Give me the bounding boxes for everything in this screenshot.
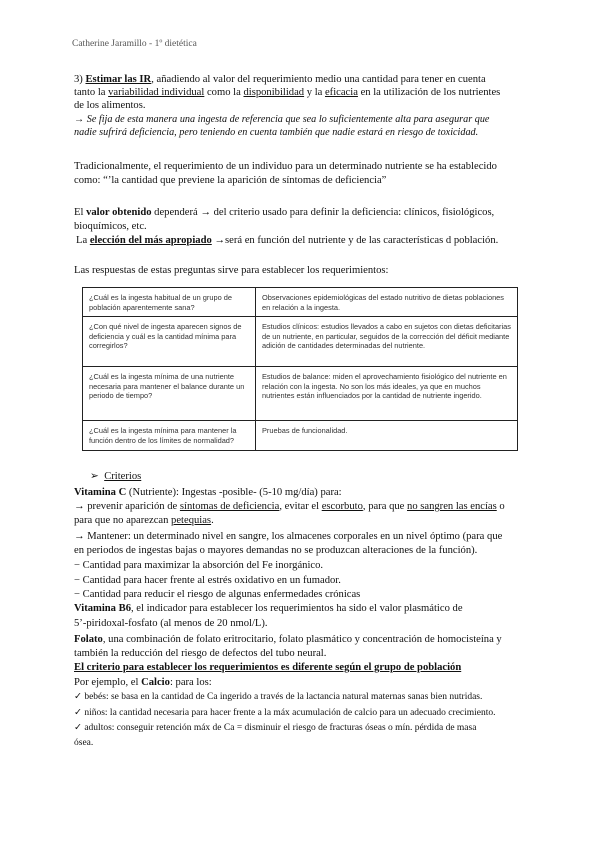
vitc-line-4: → Mantener: un determinado nivel en sangre, los almacenes corporales en un nivel óptimo (para que xyxy=(74,531,503,542)
bullet-adultos: ✓ adultos: conseguir retención máx de Ca = disminuir el riesgo de fracturas óseas o mín. pérdida de masa xyxy=(74,723,477,733)
disponibilidad-underlined: disponibilidad xyxy=(243,87,305,98)
arrow-bullet-icon: ➢ xyxy=(90,471,99,482)
criterios-label: Criterios xyxy=(104,471,142,482)
calcio-line: Por ejemplo, el Calcio: para los: xyxy=(74,677,212,688)
question-cell: ¿Cuál es la ingesta habitual de un grupo de población aparentemente sana? xyxy=(83,288,256,317)
table-row xyxy=(83,317,518,367)
eficacia-underlined: eficacia xyxy=(324,87,358,98)
vitamina-c-bold: Vitamina C xyxy=(74,487,127,498)
eleccion-line: La elección del más apropiado →será en función del nutriente y de las características d población. xyxy=(76,235,499,246)
table-row xyxy=(83,288,518,317)
page-header: Catherine Jaramillo - 1º dietética xyxy=(72,39,197,49)
folato-line-2: también la reducción del riesgo de defectos del tubo neural. xyxy=(74,648,327,659)
folato-bold: Folato xyxy=(74,634,103,645)
vitb6-line-1: Vitamina B6, el indicador para establecer los requerimientos ha sido el valor plasmático de xyxy=(74,603,463,614)
vitc-line-6: − Cantidad para maximizar la absorción del Fe inorgánico. xyxy=(74,560,324,571)
ir-italic-1: → Se fija de esta manera una ingesta de referencia que sea lo suficientemente alta para asegurar que xyxy=(74,114,490,125)
trad-line-1: Tradicionalmente, el requerimiento de un individuo para un determinado nutriente se ha establecido xyxy=(74,161,497,172)
ir-line-3: de los alimentos. xyxy=(74,100,146,111)
ir-title: Estimar las IR xyxy=(85,74,152,85)
requirements-table xyxy=(82,287,518,451)
bullet-ninos: ✓ niños: la cantidad necesaria para hacer frente a la máx acumulación de calcio para un adecuado crecimiento. xyxy=(74,708,496,718)
ir-line-1-text: , añadiendo al valor del requerimiento medio una cantidad para tener en cuenta xyxy=(151,74,486,85)
vitc-line-5: en periodos de ingestas bajas o mayores demandas no se produzcan alteraciones de la función). xyxy=(74,545,478,556)
vitc-line-2: → prevenir aparición de síntomas de deficiencia, evitar el escorbuto, para que no sangren las encías o xyxy=(74,501,505,512)
ir-line-1 xyxy=(74,73,486,86)
table-row xyxy=(83,367,518,421)
bullet-adultos-cont: ósea. xyxy=(74,738,94,748)
question-cell: ¿Con qué nivel de ingesta aparecen signos de deficiencia y cuál es la cantidad mínima para corregirlos? xyxy=(83,317,256,367)
criterio-poblacion: El criterio para establecer los requerimientos es diferente según el grupo de población xyxy=(74,662,462,673)
bullet-bebes: ✓ bebés: se basa en la cantidad de Ca ingerido a través de la lactancia natural maternas sanas bien nutridas. xyxy=(74,692,483,702)
method-cell: Observaciones epidemiológicas del estado nutritivo de dietas poblaciones en relación a la ingesta. xyxy=(256,288,518,317)
vitc-line-8: − Cantidad para reducir el riesgo de algunas enfermedades crónicas xyxy=(74,589,361,600)
vitc-line-7: − Cantidad para hacer frente al estrés oxidativo en un fumador. xyxy=(74,575,341,586)
ir-italic-2: nadie sufrirá deficiencia, pero teniendo en cuenta también que nadie estará en riesgo de toxicidad. xyxy=(74,127,479,138)
respuestas-line: Las respuestas de estas preguntas sirve para establecer los requerimientos: xyxy=(74,265,389,276)
method-cell: Estudios de balance: miden el aprovechamiento fisiológico del nutriente en relación con la ingesta. No son los más ideales, ya que en muchos nutrientes están influenciados por la cantidad de nutriente ingerido. xyxy=(256,367,518,421)
eleccion-bold: elección del más apropiado xyxy=(89,235,212,246)
question-cell: ¿Cuál es la ingesta mínima de una nutriente necesaria para mantener el balance durante un periodo de tiempo? xyxy=(83,367,256,421)
table-row xyxy=(83,421,518,451)
question-cell: ¿Cuál es la ingesta mínima para mantener la función dentro de los límites de normalidad? xyxy=(83,421,256,451)
criterios-heading xyxy=(90,470,141,482)
valor-line-1: El valor obtenido dependerá → del criterio usado para definir la deficiencia: clínicos, fisiológicos, xyxy=(74,207,495,218)
folato-line-1: Folato, una combinación de folato eritrocitario, folato plasmático y concentración de homocisteína y xyxy=(74,634,502,645)
method-cell: Pruebas de funcionalidad. xyxy=(256,421,518,451)
vitc-line-3: para que no aparezcan petequias. xyxy=(74,515,214,526)
vitc-line-1: Vitamina C (Nutriente): Ingestas -posible- (5-10 mg/día) para: xyxy=(74,487,342,498)
valor-obtenido-bold: valor obtenido xyxy=(86,207,152,218)
vitb6-line-2: 5’-piridoxal-fosfato (al menos de 20 nmol/L). xyxy=(74,618,268,629)
ir-number: 3) xyxy=(74,74,83,85)
trad-line-2: como: “’la cantidad que previene la aparición de síntomas de deficiencia” xyxy=(74,175,387,186)
valor-line-2: bioquímicos, etc. xyxy=(74,221,147,232)
vitamina-b6-bold: Vitamina B6 xyxy=(74,603,131,614)
calcio-bold: Calcio xyxy=(141,677,170,688)
ir-line-2: tanto la variabilidad individual como la disponibilidad y la eficacia en la utilización de los nutrientes xyxy=(74,87,501,98)
method-cell: Estudios clínicos: estudios llevados a cabo en sujetos con dietas deficitarias de un nutriente, en particular, seguidos de la corrección del déficit mediante adición de cantidades determinadas del nutriente. xyxy=(256,317,518,367)
variabilidad-underlined: variabilidad individual xyxy=(108,87,205,98)
